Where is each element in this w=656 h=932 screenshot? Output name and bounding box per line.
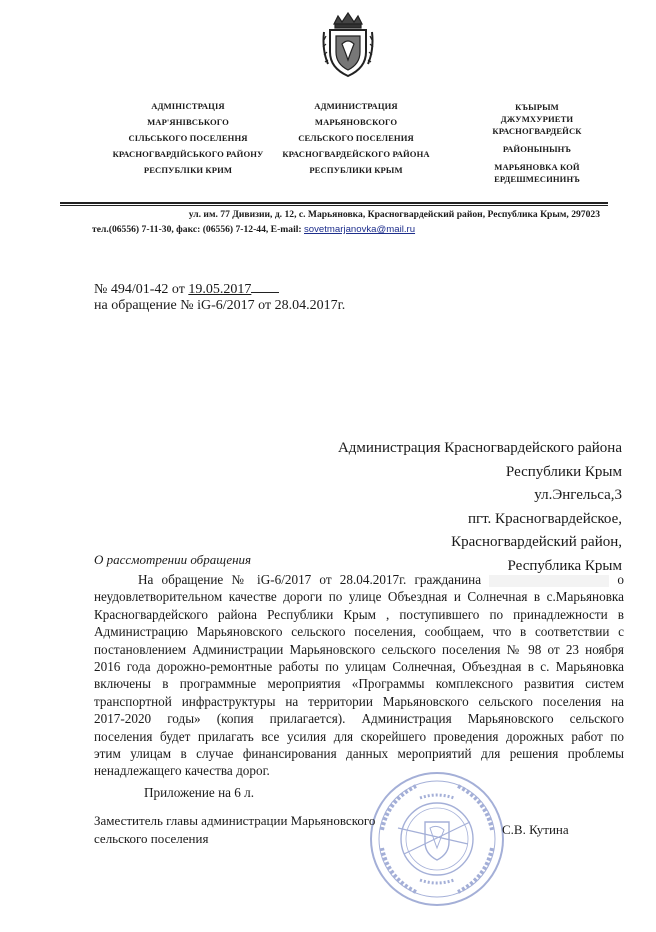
outgoing-number: [94, 280, 279, 298]
body-line: [94, 571, 624, 588]
header-ct-line: ЕРДЕШМЕСИНИНЪ: [494, 174, 580, 184]
signatory-title: [94, 812, 375, 848]
body-line: поселения будет прилагать все усилия для скорейшего проведения дорожных работ по: [94, 728, 624, 744]
addressee-line: Республика Крым: [507, 557, 622, 574]
body-line: Красногвардейского района Республики Крым , поступившего по принадлежности в: [94, 606, 624, 622]
header-ukrainian: [88, 98, 288, 178]
header-divider: [60, 202, 608, 204]
contacts-text: тел.(06556) 7-11-30, факс: (06556) 7-12-44, E-mail:: [92, 224, 304, 235]
addressee-line: пгт. Красногвардейское,: [467, 510, 622, 527]
header-ct-line: КЪЫРЫМ: [515, 102, 559, 112]
header-ua-line: СІЛЬСЬКОГО ПОСЕЛЕННЯ: [128, 133, 248, 143]
outgoing-number-prefix: № 494/01-42 от: [94, 282, 189, 297]
signatory-title-line: сельского поселения: [94, 831, 209, 846]
header-ua-line: МАР'ЯНІВСЬКОГО: [147, 117, 229, 127]
header-ua-line: АДМІНІСТРАЦІЯ: [151, 101, 225, 111]
attachment-note: Приложение на 6 л.: [144, 785, 255, 800]
email-link[interactable]: sovetmarjanovka@mail.ru: [304, 224, 416, 235]
header-ct-line: МАРЬЯНОВКА КОЙ: [494, 162, 580, 172]
body-line: этим улицам в случае финансирования данных мероприятий для решения проблемы: [94, 746, 624, 762]
header-ct-line: КРАСНОГВАРДЕЙСК: [492, 126, 582, 136]
body-first-line-text: На обращение № iG-6/2017 от 28.04.2017г. гражданина: [138, 572, 482, 587]
contacts-line: [92, 224, 640, 235]
header-ct-line: РАЙОНЫНЫНЪ: [502, 144, 572, 154]
addressee-line: Республики Крым: [505, 463, 622, 480]
header-ua-line: КРАСНОГВАРДІЙСЬКОГО РАЙОНУ: [112, 149, 264, 159]
signatory-title-line: Заместитель главы администрации Марьяновского: [94, 813, 376, 828]
header-ua-line: РЕСПУБЛІКИ КРИМ: [143, 165, 233, 175]
redacted-name: [489, 575, 609, 587]
body-line: Администрацию Марьяновского сельского поселения, сообщаем, что в соответствии с: [94, 624, 624, 640]
header-ct-line: ДЖУМХУРИЕТИ: [500, 114, 574, 124]
crimea-coat-of-arms-icon: [320, 10, 376, 80]
reply-reference: [94, 298, 345, 314]
body-line: ненадлежащего качества дорог.: [94, 763, 270, 779]
header-ru-line: КРАСНОГВАРДЕЙСКОГО РАЙОНА: [282, 149, 430, 159]
letter-subject: О рассмотрении обращения: [94, 552, 252, 567]
header-ru-line: СЕЛЬСКОГО ПОСЕЛЕНИЯ: [298, 133, 414, 143]
reply-reference-value: iG-6/2017 от 28.04.2017г.: [197, 298, 346, 313]
addressee-line: ул.Энгельса,3: [534, 487, 622, 503]
header-crimean-tatar: [470, 101, 604, 185]
header-ru-line: МАРЬЯНОВСКОГО: [314, 117, 398, 127]
header-ru-line: АДМИНИСТРАЦИЯ: [314, 101, 398, 111]
official-seal-icon: [368, 770, 506, 908]
address-line: ул. им. 77 Дивизии, д. 12, с. Марьяновка, Красногвардейский район, Республика Крым, 297023: [188, 209, 600, 220]
body-line: неудовлетворительном качестве дороги по улице Объездная и Солнечная в с.Марьяновка: [94, 589, 624, 605]
reply-reference-prefix: на обращение №: [94, 298, 198, 313]
header-russian: [270, 98, 442, 178]
outgoing-date: 19.05.2017: [188, 282, 252, 297]
body-line: транспортной инфраструктуры на территории Марьяновского сельского поселения на: [94, 693, 624, 709]
addressee-line: Красногвардейский район,: [451, 534, 622, 550]
body-line: 2016 года дорожно-ремонтные работы по улицам Солнечная, Объездная в с. Марьяновка: [94, 659, 624, 675]
signatory-name: С.В. Кутина: [502, 822, 569, 837]
body-line: постановлением Администрации Марьяновского сельского поселения № 98 от 23 ноября: [94, 641, 624, 657]
body-line: 2017-2020 годы» (копия прилагается). Администрация Марьяновского сельского: [94, 711, 624, 727]
addressee-line: Администрация Красногвардейского района: [337, 440, 622, 456]
body-first-line-end: о: [617, 572, 624, 587]
letter-body: [94, 571, 624, 780]
header-ru-line: РЕСПУБЛИКИ КРЫМ: [309, 165, 403, 175]
body-line: включены в программные мероприятия «Программы комплексного развития систем: [94, 676, 624, 692]
addressee-block: [282, 437, 622, 578]
header-divider-thin: [60, 205, 608, 206]
